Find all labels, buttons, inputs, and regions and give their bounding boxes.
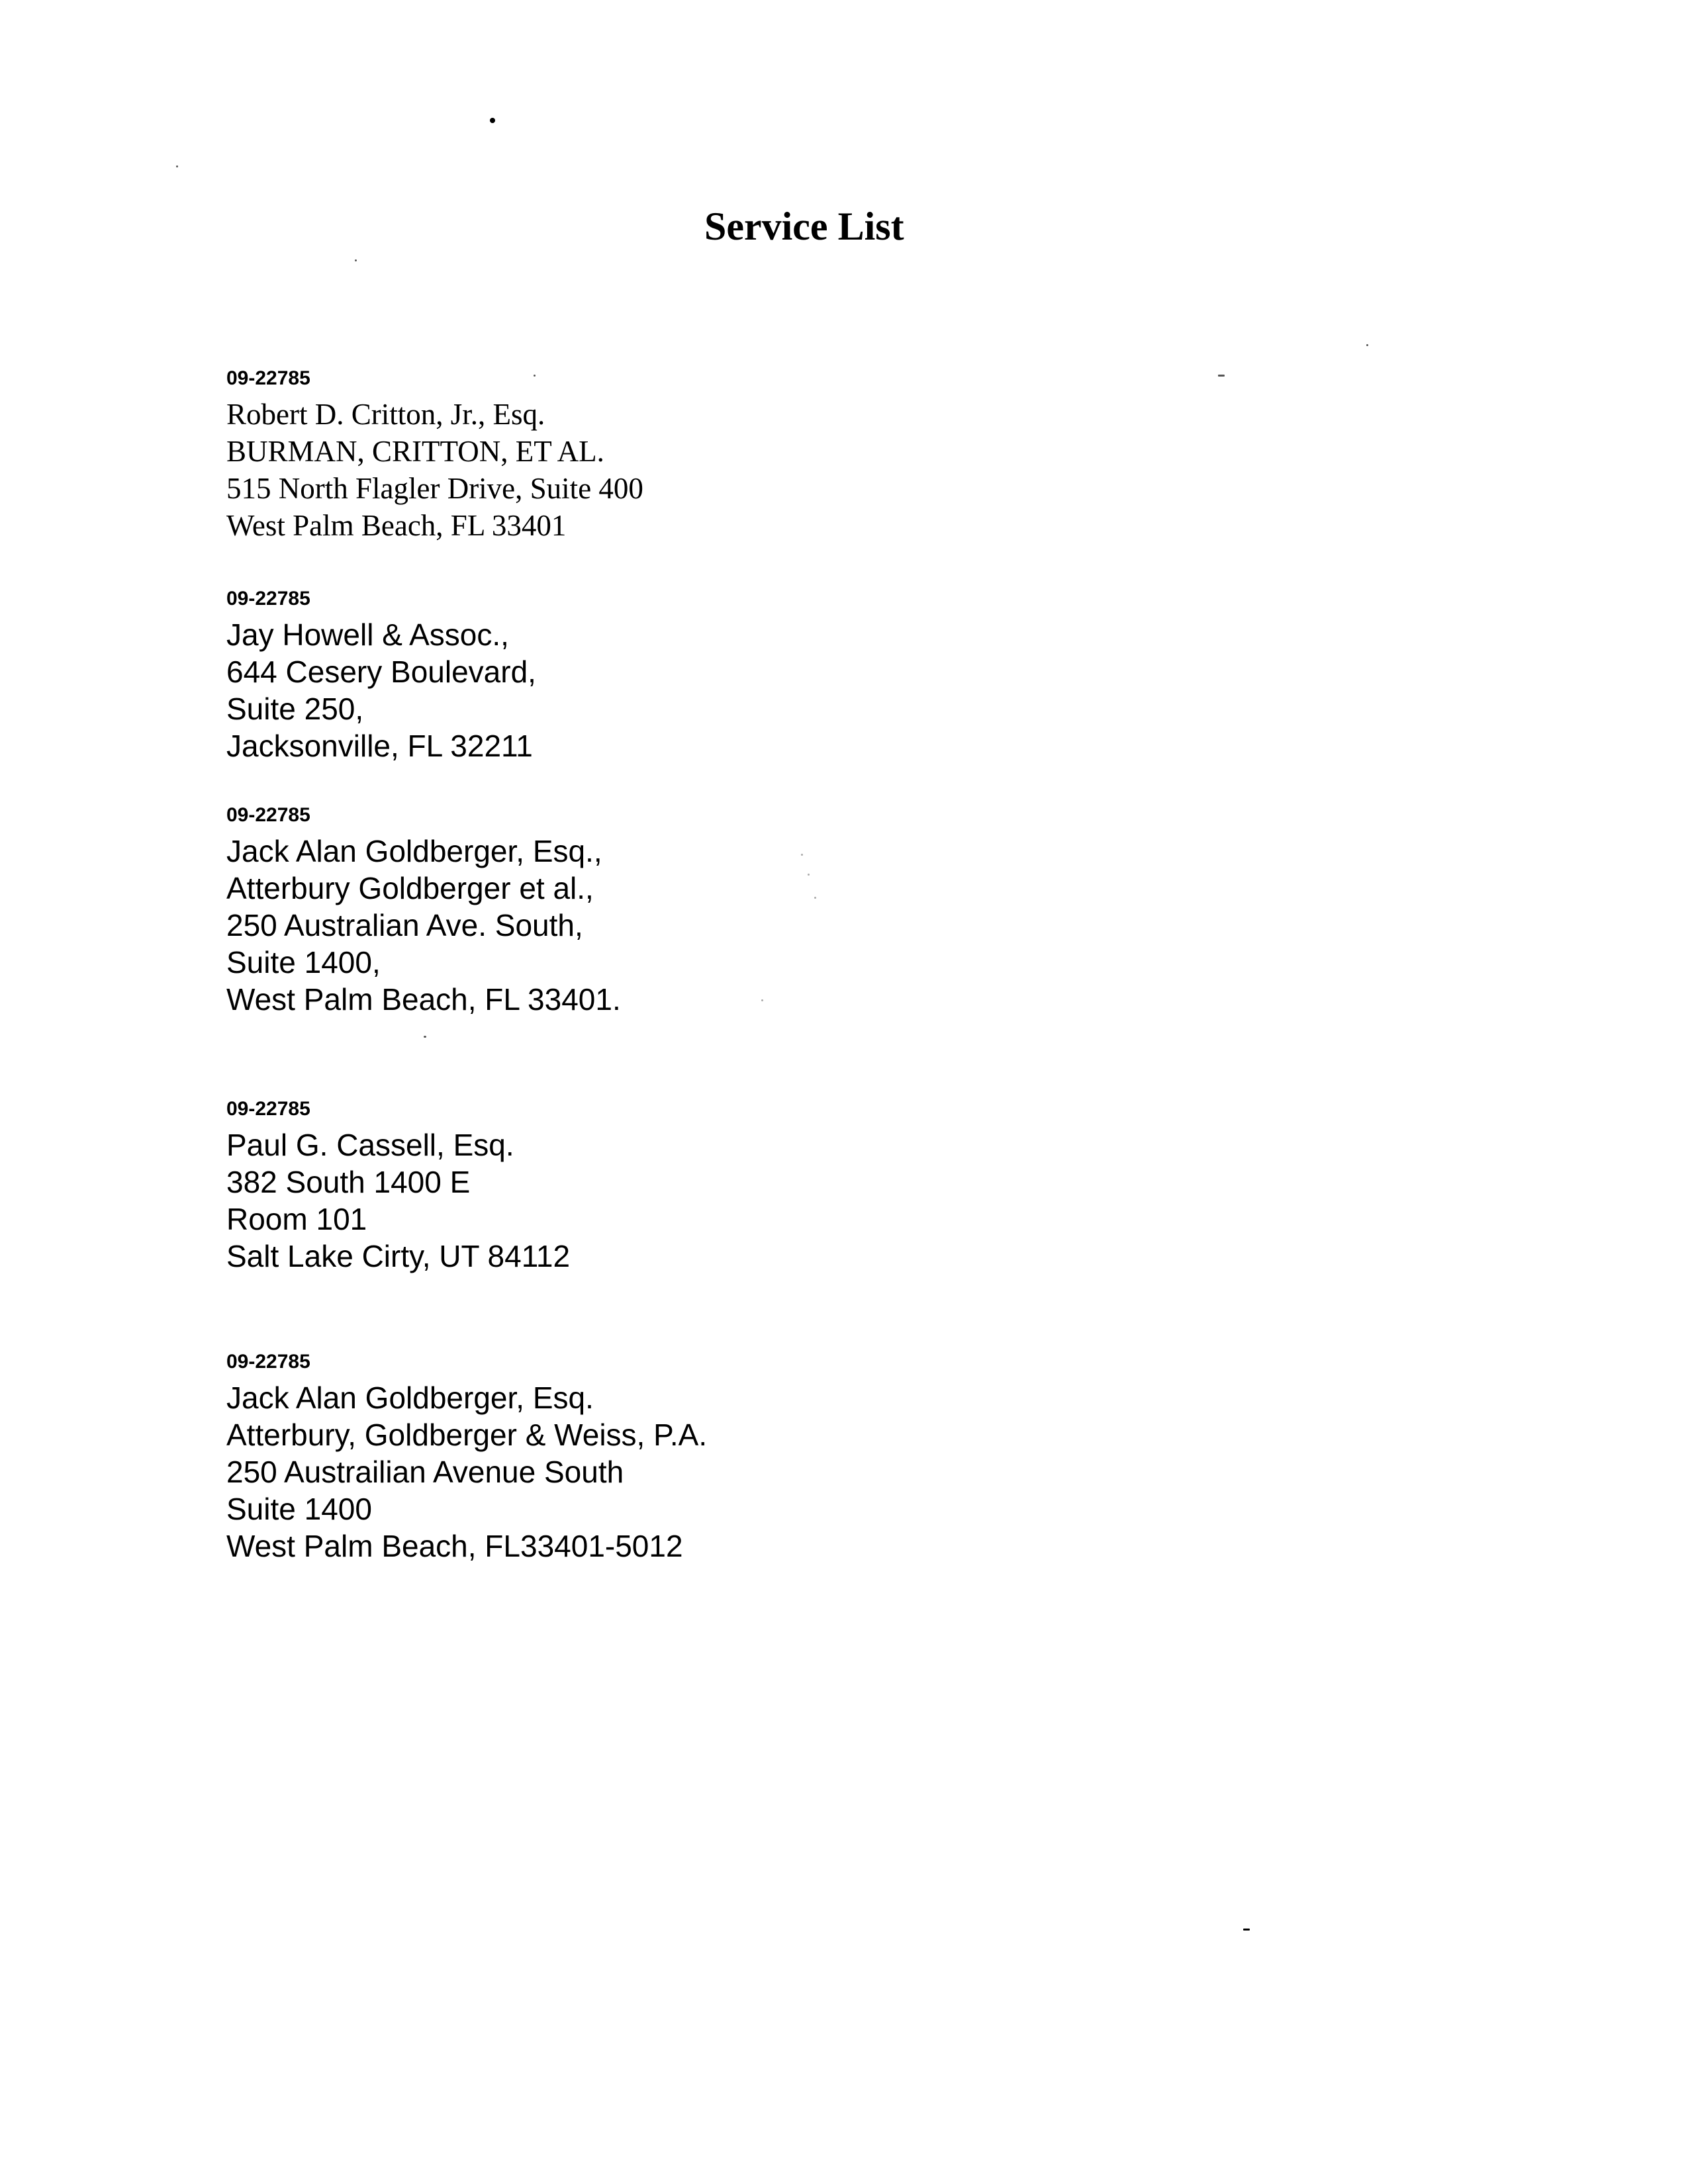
entry-line: 382 South 1400 E — [226, 1165, 471, 1199]
scan-speck — [490, 118, 495, 123]
scan-speck — [814, 897, 816, 899]
entry-line: Atterbury, Goldberger & Weiss, P.A. — [226, 1418, 708, 1452]
service-entry-5 — [226, 1349, 707, 1565]
scan-speck — [801, 854, 803, 856]
entry-line: Jack Alan Goldberger, Esq. — [226, 1381, 594, 1415]
entry-line: 515 North Flagler Drive, Suite 400 — [226, 472, 643, 505]
entry-line: 250 Australian Ave. South, — [226, 908, 583, 942]
service-entry-1 — [226, 365, 643, 544]
scan-speck — [808, 874, 810, 876]
scan-speck — [176, 165, 178, 167]
case-number: 09-22785 — [226, 588, 310, 610]
scan-speck — [1243, 1929, 1250, 1931]
scan-speck — [761, 999, 763, 1001]
entry-line: Jay Howell & Assoc., — [226, 617, 509, 652]
case-number: 09-22785 — [226, 367, 310, 389]
entry-line: Room 101 — [226, 1202, 367, 1236]
entry-line: West Palm Beach, FL 33401 — [226, 509, 567, 542]
scan-speck — [1218, 375, 1225, 377]
entry-line: Suite 250, — [226, 692, 364, 726]
entry-line: Jacksonville, FL 32211 — [226, 729, 533, 763]
entry-line: West Palm Beach, FL33401-5012 — [226, 1529, 683, 1563]
case-number: 09-22785 — [226, 1351, 310, 1373]
entry-line: Salt Lake Cirty, UT 84112 — [226, 1239, 571, 1273]
service-entry-3 — [226, 802, 621, 1018]
entry-line: Atterbury Goldberger et al., — [226, 871, 594, 905]
scan-speck — [355, 259, 357, 261]
scan-speck — [534, 375, 536, 377]
entry-line: Suite 1400 — [226, 1492, 372, 1526]
entry-line: West Palm Beach, FL 33401. — [226, 982, 621, 1017]
case-number: 09-22785 — [226, 1098, 310, 1120]
page-title: Service List — [704, 205, 904, 248]
scan-speck — [1366, 344, 1368, 346]
entry-line: Robert D. Critton, Jr., Esq. — [226, 398, 545, 431]
entry-line: Jack Alan Goldberger, Esq., — [226, 834, 602, 868]
entry-line: Paul G. Cassell, Esq. — [226, 1128, 514, 1162]
entry-line: 250 Austrailian Avenue South — [226, 1455, 624, 1489]
service-entry-2 — [226, 586, 536, 764]
entry-line: 644 Cesery Boulevard, — [226, 655, 536, 689]
entry-line: BURMAN, CRITTON, ET AL. — [226, 435, 604, 468]
service-entry-4 — [226, 1096, 570, 1275]
case-number: 09-22785 — [226, 804, 310, 826]
entry-line: Suite 1400, — [226, 945, 381, 979]
scan-speck — [424, 1036, 426, 1038]
